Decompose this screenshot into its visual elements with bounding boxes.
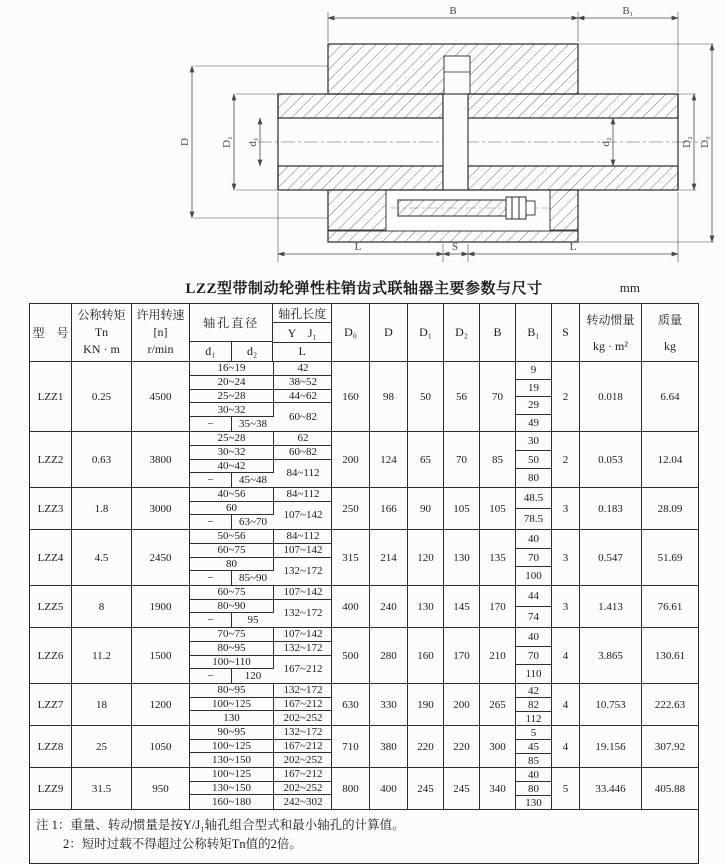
cell-S: 4 <box>552 684 580 725</box>
spec-table <box>29 303 699 864</box>
header-bore-dia: 轴孔直径 <box>190 304 272 342</box>
header-yj1: Y J₁ <box>273 323 331 342</box>
cell-mass: 130.61 <box>654 649 686 662</box>
header-mass-cn: 质量 <box>657 313 682 327</box>
cell-B1: 70 <box>516 647 551 666</box>
cell-D1: 190 <box>408 684 444 725</box>
cell-bore-dia: 60 <box>190 502 274 516</box>
cell-torque: 31.5 <box>72 768 132 809</box>
cell-bore-length: 132~172 <box>283 565 323 578</box>
cell-D1: 245 <box>408 768 444 809</box>
cell-D: 400 <box>370 768 408 809</box>
table-header <box>30 304 698 362</box>
b1-block <box>516 768 552 809</box>
cell-mass: 405.88 <box>654 782 686 795</box>
table-row <box>30 726 698 768</box>
table-row <box>30 530 698 586</box>
cell-D2: 70 <box>444 432 480 487</box>
cell-B: 85 <box>480 432 516 487</box>
cell-bore-dia-d1: − <box>190 417 232 431</box>
cell-D2: 145 <box>444 586 480 627</box>
cell-torque: 25 <box>72 726 132 767</box>
cell-D2: 130 <box>444 530 480 585</box>
header-mass-unit: kg <box>664 339 676 353</box>
table-row <box>30 628 698 684</box>
cell-torque: 11.2 <box>72 628 132 683</box>
table-notes <box>30 810 698 863</box>
cell-B1: 9 <box>516 362 551 380</box>
cell-inertia: 0.053 <box>580 432 642 487</box>
cell-inertia: 10.753 <box>580 684 642 725</box>
cell-bore-length: 242~302 <box>283 796 323 809</box>
dim-label-D: D <box>179 138 191 146</box>
cell-speed: 4500 <box>132 362 190 431</box>
cell-inertia: 0.547 <box>580 530 642 585</box>
cell-model: LZZ8 <box>30 726 72 767</box>
cell-bore-dia-d2: 120 <box>244 670 262 683</box>
cell-bore-length: 42 <box>274 362 332 376</box>
dim-label-D1: D₁ <box>221 136 233 148</box>
cell-D0: 500 <box>332 628 370 683</box>
header-model: 型 号 <box>30 304 72 361</box>
header-speed-unit: r/min <box>147 341 174 356</box>
cell-S: 2 <box>552 362 580 431</box>
cell-B1: 74 <box>528 611 539 623</box>
table-row <box>30 586 698 628</box>
cell-D2: 105 <box>444 488 480 529</box>
bore-block <box>190 586 332 627</box>
cell-D: 166 <box>370 488 408 529</box>
cell-D: 214 <box>370 530 408 585</box>
header-speed <box>132 304 190 361</box>
cell-bore-length: 167~212 <box>274 698 332 712</box>
header-L: L <box>298 344 306 359</box>
spec-table-body <box>30 362 698 810</box>
cell-torque: 0.63 <box>72 432 132 487</box>
header-d1: d₁ <box>190 342 232 361</box>
cell-D: 330 <box>370 684 408 725</box>
cell-D0: 630 <box>332 684 370 725</box>
cell-bore-dia: 90~95 <box>190 726 274 740</box>
cell-bore-dia: 100~125 <box>190 768 274 782</box>
cell-bore-dia-d2: 45~48 <box>239 474 267 487</box>
cell-speed: 2450 <box>132 530 190 585</box>
cell-bore-dia: 25~28 <box>190 390 274 404</box>
b1-block <box>516 586 552 627</box>
cell-D0: 250 <box>332 488 370 529</box>
cell-bore-dia-d2: 35~38 <box>239 418 267 431</box>
cell-inertia: 33.446 <box>580 768 642 809</box>
cell-B1: 50 <box>516 451 551 470</box>
cell-mass: 76.61 <box>657 600 683 613</box>
header-torque-unit: KN · m <box>83 341 120 356</box>
cell-D1: 90 <box>408 488 444 529</box>
cell-bore-length: 167~212 <box>283 663 323 676</box>
cell-S: 4 <box>552 726 580 767</box>
cell-inertia: 3.865 <box>580 628 642 683</box>
cell-D2: 200 <box>444 684 480 725</box>
cell-bore-length: 132~172 <box>274 642 332 656</box>
cell-B1: 40 <box>516 768 551 782</box>
dim-label-L-right: L <box>569 241 577 253</box>
cell-B: 210 <box>480 628 516 683</box>
cell-bore-dia: 160~180 <box>190 795 274 809</box>
cell-bore-length: 62 <box>274 432 332 446</box>
cell-B: 300 <box>480 726 516 767</box>
cell-speed: 3000 <box>132 488 190 529</box>
cell-B1: 80 <box>528 472 539 485</box>
cell-D2: 170 <box>444 628 480 683</box>
cell-B1: 110 <box>525 668 542 681</box>
cell-B1: 40 <box>516 628 551 647</box>
cell-S: 3 <box>552 530 580 585</box>
b1-block <box>516 726 552 767</box>
cell-bore-dia: 40~56 <box>190 488 274 502</box>
cell-model: LZZ2 <box>30 432 72 487</box>
cell-mass: 28.09 <box>657 502 683 515</box>
cell-speed: 1500 <box>132 628 190 683</box>
cell-B1: 30 <box>516 432 551 451</box>
header-D1: D₁ <box>408 304 444 361</box>
cell-inertia: 1.413 <box>580 586 642 627</box>
bore-block <box>190 432 332 487</box>
cell-inertia: 19.156 <box>580 726 642 767</box>
dim-label-d1: d₁ <box>247 137 259 147</box>
header-speed-cn: 许用转速 <box>136 308 185 323</box>
cell-model: LZZ9 <box>30 768 72 809</box>
bore-block <box>190 628 332 683</box>
elastic-pin-bolt <box>390 197 550 219</box>
unit-label: mm <box>619 280 640 295</box>
cell-bore-dia-d1: − <box>190 473 232 487</box>
document-title-row <box>30 277 698 301</box>
bore-block <box>190 726 332 767</box>
dim-label-d2: d₂ <box>600 137 612 147</box>
cell-D1: 130 <box>408 586 444 627</box>
header-bore-dia-group <box>190 304 273 361</box>
cell-D0: 315 <box>332 530 370 585</box>
cell-bore-dia-d1: − <box>190 669 232 683</box>
cell-S: 5 <box>552 768 580 809</box>
cell-bore-dia: 100~125 <box>190 698 274 712</box>
header-inertia-unit: kg · m² <box>593 339 628 353</box>
cell-D0: 800 <box>332 768 370 809</box>
cell-model: LZZ7 <box>30 684 72 725</box>
header-bore-length-group <box>273 304 331 361</box>
cell-D0: 160 <box>332 362 370 431</box>
cell-D1: 220 <box>408 726 444 767</box>
cell-bore-length: 132~172 <box>274 684 332 698</box>
cell-bore-length: 132~172 <box>283 607 323 620</box>
coupling-drawing-svg <box>158 2 724 274</box>
cell-D0: 400 <box>332 586 370 627</box>
b1-block <box>516 488 552 529</box>
table-row <box>30 684 698 726</box>
cell-bore-dia-d2: 85~90 <box>239 572 267 585</box>
cell-speed: 1900 <box>132 586 190 627</box>
cell-B: 265 <box>480 684 516 725</box>
note-2: 2：短时过载不得超过公称转矩Tn值的2倍。 <box>63 837 302 852</box>
cell-bore-dia: 60~75 <box>190 544 274 558</box>
cell-inertia: 0.183 <box>580 488 642 529</box>
cell-B1: 70 <box>516 549 551 568</box>
cell-bore-dia: 70~75 <box>190 628 274 642</box>
cell-bore-dia: 130~150 <box>190 782 274 796</box>
cell-speed: 1050 <box>132 726 190 767</box>
cell-D2: 245 <box>444 768 480 809</box>
header-D: D <box>370 304 408 361</box>
cell-bore-length: 38~52 <box>274 376 332 390</box>
cell-bore-length: 107~142 <box>274 544 332 558</box>
cell-B1: 5 <box>516 726 551 740</box>
cell-bore-length: 167~212 <box>274 768 332 782</box>
cell-D: 380 <box>370 726 408 767</box>
b1-block <box>516 362 552 431</box>
cell-bore-dia: 16~19 <box>190 362 274 376</box>
header-B: B <box>480 304 516 361</box>
header-bore-dia-split <box>190 342 272 361</box>
header-torque-cn: 公称转矩 <box>77 308 126 323</box>
cell-D1: 65 <box>408 432 444 487</box>
header-torque-sym: Tn <box>94 325 109 340</box>
header-bore-length: 轴孔长度 <box>273 304 331 323</box>
cell-B1: 40 <box>516 530 551 549</box>
bore-block <box>190 684 332 725</box>
cell-D0: 200 <box>332 432 370 487</box>
cell-B1: 112 <box>525 712 542 725</box>
cell-mass: 51.69 <box>657 551 683 564</box>
header-d2: d₂ <box>246 344 258 359</box>
cell-torque: 4.5 <box>72 530 132 585</box>
bore-block <box>190 768 332 809</box>
cell-B: 105 <box>480 488 516 529</box>
b1-block <box>516 530 552 585</box>
cell-D0: 710 <box>332 726 370 767</box>
dim-label-D0: D₀ <box>699 136 711 148</box>
cell-bore-dia: 130~150 <box>190 753 274 767</box>
cell-D: 98 <box>370 362 408 431</box>
cell-torque: 0.25 <box>72 362 132 431</box>
cell-B1: 29 <box>516 397 551 415</box>
dim-label-L-left: L <box>354 241 362 253</box>
table-row <box>30 488 698 530</box>
cell-S: 3 <box>552 586 580 627</box>
cell-bore-dia: 60~75 <box>190 586 274 600</box>
cell-B1: 48.5 <box>516 488 551 509</box>
cell-speed: 3800 <box>132 432 190 487</box>
cell-mass: 307.92 <box>654 740 686 753</box>
cell-D1: 160 <box>408 628 444 683</box>
cell-bore-length: 202~252 <box>274 782 332 796</box>
cell-bore-length: 107~142 <box>274 586 332 600</box>
cell-bore-dia: 80~95 <box>190 684 274 698</box>
dim-label-D2: D₂ <box>681 136 693 148</box>
cell-B: 70 <box>480 362 516 431</box>
cell-bore-dia: 80~95 <box>190 642 274 656</box>
b1-block <box>516 432 552 487</box>
cell-bore-dia-d1: − <box>190 515 232 529</box>
bore-block <box>190 488 332 529</box>
cell-bore-dia: 30~32 <box>190 403 274 417</box>
cell-model: LZZ1 <box>30 362 72 431</box>
cell-bore-dia: 100~125 <box>190 740 274 754</box>
coupling-section-drawing <box>158 2 724 274</box>
cell-B1: 80 <box>516 782 551 796</box>
cell-bore-length: 84~112 <box>286 467 320 480</box>
header-torque <box>72 304 132 361</box>
cell-B1: 42 <box>516 684 551 698</box>
cell-bore-length: 60~82 <box>274 446 332 460</box>
cell-B1: 78.5 <box>523 513 544 525</box>
cell-bore-length: 107~142 <box>283 509 323 522</box>
table-row <box>30 432 698 488</box>
cell-D1: 50 <box>408 362 444 431</box>
cell-B1: 45 <box>516 740 551 754</box>
cell-inertia: 0.018 <box>580 362 642 431</box>
header-inertia <box>580 304 642 361</box>
cell-bore-dia: 130 <box>190 711 274 725</box>
table-row <box>30 362 698 432</box>
cell-model: LZZ5 <box>30 586 72 627</box>
cell-bore-length: 202~252 <box>283 712 323 725</box>
cell-bore-dia-d2: 95 <box>247 614 259 627</box>
table-row <box>30 768 698 810</box>
cell-S: 4 <box>552 628 580 683</box>
cell-D2: 56 <box>444 362 480 431</box>
cell-torque: 1.8 <box>72 488 132 529</box>
dim-label-B1: B₁ <box>622 5 634 17</box>
cell-B1: 82 <box>516 698 551 712</box>
cell-bore-dia: 80~90 <box>190 600 274 614</box>
cell-bore-dia: 50~56 <box>190 530 274 544</box>
cell-bore-length: 44~62 <box>274 390 332 404</box>
header-mass <box>642 304 698 361</box>
cell-bore-dia-d1: − <box>190 613 232 627</box>
cell-bore-length: 107~142 <box>274 628 332 642</box>
cell-torque: 8 <box>72 586 132 627</box>
cell-B1: 130 <box>525 796 542 809</box>
cell-bore-dia-d1: − <box>190 571 232 585</box>
cell-model: LZZ6 <box>30 628 72 683</box>
cell-bore-length: 84~112 <box>274 530 332 544</box>
b1-block <box>516 684 552 725</box>
header-S: S <box>552 304 580 361</box>
cell-model: LZZ4 <box>30 530 72 585</box>
cell-B1: 85 <box>528 754 539 767</box>
header-D0: D₀ <box>332 304 370 361</box>
cell-mass: 6.64 <box>660 390 680 403</box>
bore-block <box>190 362 332 431</box>
cell-bore-length: 84~112 <box>274 488 332 502</box>
cell-B: 340 <box>480 768 516 809</box>
cell-bore-length: 167~212 <box>274 740 332 754</box>
cell-D: 280 <box>370 628 408 683</box>
note-1: 注 1：重量、转动惯量是按Y/J₁轴孔组合型式和最小轴孔的计算值。 <box>36 818 405 832</box>
brake-wheel-top <box>328 44 578 94</box>
cell-bore-dia: 30~32 <box>190 446 274 460</box>
cell-D: 124 <box>370 432 408 487</box>
dim-label-S: S <box>451 241 459 253</box>
cell-bore-dia: 100~110 <box>190 656 274 670</box>
cell-D1: 120 <box>408 530 444 585</box>
brake-wheel-web <box>443 94 468 190</box>
cell-mass: 222.63 <box>654 698 686 711</box>
table-title: LZZ型带制动轮弹性柱销齿式联轴器主要参数与尺寸 <box>185 281 543 297</box>
cell-bore-length: 202~252 <box>283 754 323 767</box>
header-speed-sym: [n] <box>153 325 168 340</box>
cell-bore-dia: 25~28 <box>190 432 274 446</box>
cell-bore-dia: 20~24 <box>190 376 274 390</box>
cell-bore-dia: 40~42 <box>190 460 274 474</box>
cell-D2: 220 <box>444 726 480 767</box>
header-B1: B₁ <box>516 304 552 361</box>
cell-S: 2 <box>552 432 580 487</box>
cell-B: 170 <box>480 586 516 627</box>
cell-mass: 12.04 <box>657 453 683 466</box>
cell-speed: 1200 <box>132 684 190 725</box>
cell-S: 3 <box>552 488 580 529</box>
header-bore-group <box>190 304 332 361</box>
cell-model: LZZ3 <box>30 488 72 529</box>
cell-bore-length: 60~82 <box>289 411 317 424</box>
cell-B1: 19 <box>516 380 551 398</box>
cell-bore-dia-d2: 63~70 <box>239 516 267 529</box>
cell-D: 240 <box>370 586 408 627</box>
cell-bore-dia: 80 <box>190 558 274 572</box>
header-inertia-cn: 转动惯量 <box>586 313 635 327</box>
cell-B1: 44 <box>516 586 551 607</box>
cell-B1: 49 <box>528 416 539 429</box>
bore-block <box>190 530 332 585</box>
header-D2: D₂ <box>444 304 480 361</box>
b1-block <box>516 628 552 683</box>
dim-label-B: B <box>449 5 457 17</box>
cell-torque: 18 <box>72 684 132 725</box>
cell-bore-length: 132~172 <box>274 726 332 740</box>
cell-B1: 100 <box>525 570 542 583</box>
cell-B: 135 <box>480 530 516 585</box>
cell-speed: 950 <box>132 768 190 809</box>
